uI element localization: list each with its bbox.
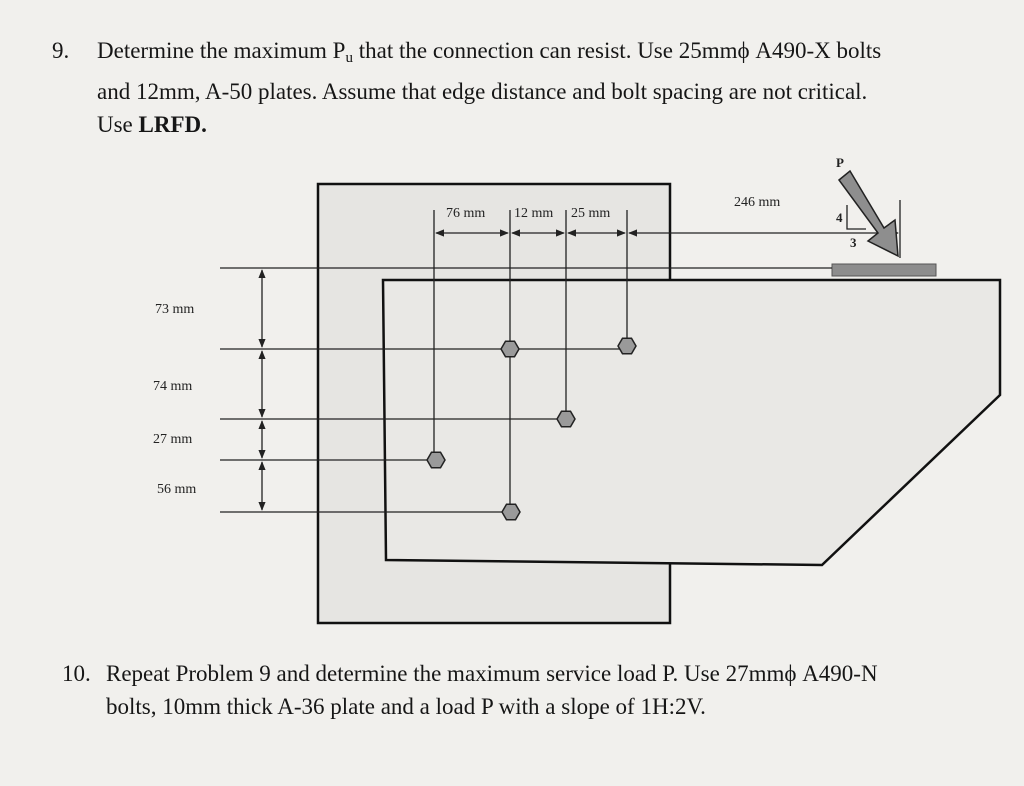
load-arrow bbox=[839, 171, 898, 256]
dim-12mm: 12 mm bbox=[514, 206, 554, 221]
dim-73mm: 73 mm bbox=[155, 302, 195, 317]
bolt-5 bbox=[502, 504, 520, 520]
problem-10 bbox=[62, 657, 1022, 723]
load-bearing-bar bbox=[832, 264, 936, 276]
dim-25mm: 25 mm bbox=[571, 206, 611, 221]
slope-run: 3 bbox=[850, 235, 857, 250]
slope-rise: 4 bbox=[836, 210, 843, 225]
bolt-2 bbox=[618, 338, 636, 354]
load-label-p: P bbox=[836, 155, 844, 170]
problem-9-line-1-end: that the connection can resist. Use 25mmϕ A490-X bolts bbox=[352, 38, 882, 63]
problem-9-line-1-start: Determine the maximum P bbox=[97, 38, 346, 63]
problem-9-line-3-start: Use bbox=[97, 112, 139, 137]
lrfd-label: LRFD. bbox=[138, 112, 207, 137]
problem-10-line-2: bolts, 10mm thick A-36 plate and a load P with a slope of 1H:2V. bbox=[106, 694, 706, 719]
problem-10-text bbox=[106, 657, 1022, 723]
dim-56mm: 56 mm bbox=[157, 482, 197, 497]
dim-76mm: 76 mm bbox=[446, 206, 486, 221]
problem-9-line-2: and 12mm, A-50 plates. Assume that edge distance and bolt spacing are not critical. bbox=[97, 79, 868, 104]
bolt-4 bbox=[427, 452, 445, 468]
dim-27mm: 27 mm bbox=[153, 432, 193, 447]
dim-246mm: 246 mm bbox=[734, 195, 781, 210]
problem-10-number: 10. bbox=[62, 661, 91, 686]
bolt-3 bbox=[557, 411, 575, 427]
dim-74mm: 74 mm bbox=[153, 379, 193, 394]
member-plate bbox=[383, 280, 1000, 565]
problem-10-line-1: Repeat Problem 9 and determine the maximum service load P. Use 27mmϕ A490-N bbox=[106, 661, 878, 686]
bolt-1 bbox=[501, 341, 519, 357]
pu-subscript: u bbox=[345, 50, 353, 66]
problem-9-number: 9. bbox=[52, 38, 70, 63]
